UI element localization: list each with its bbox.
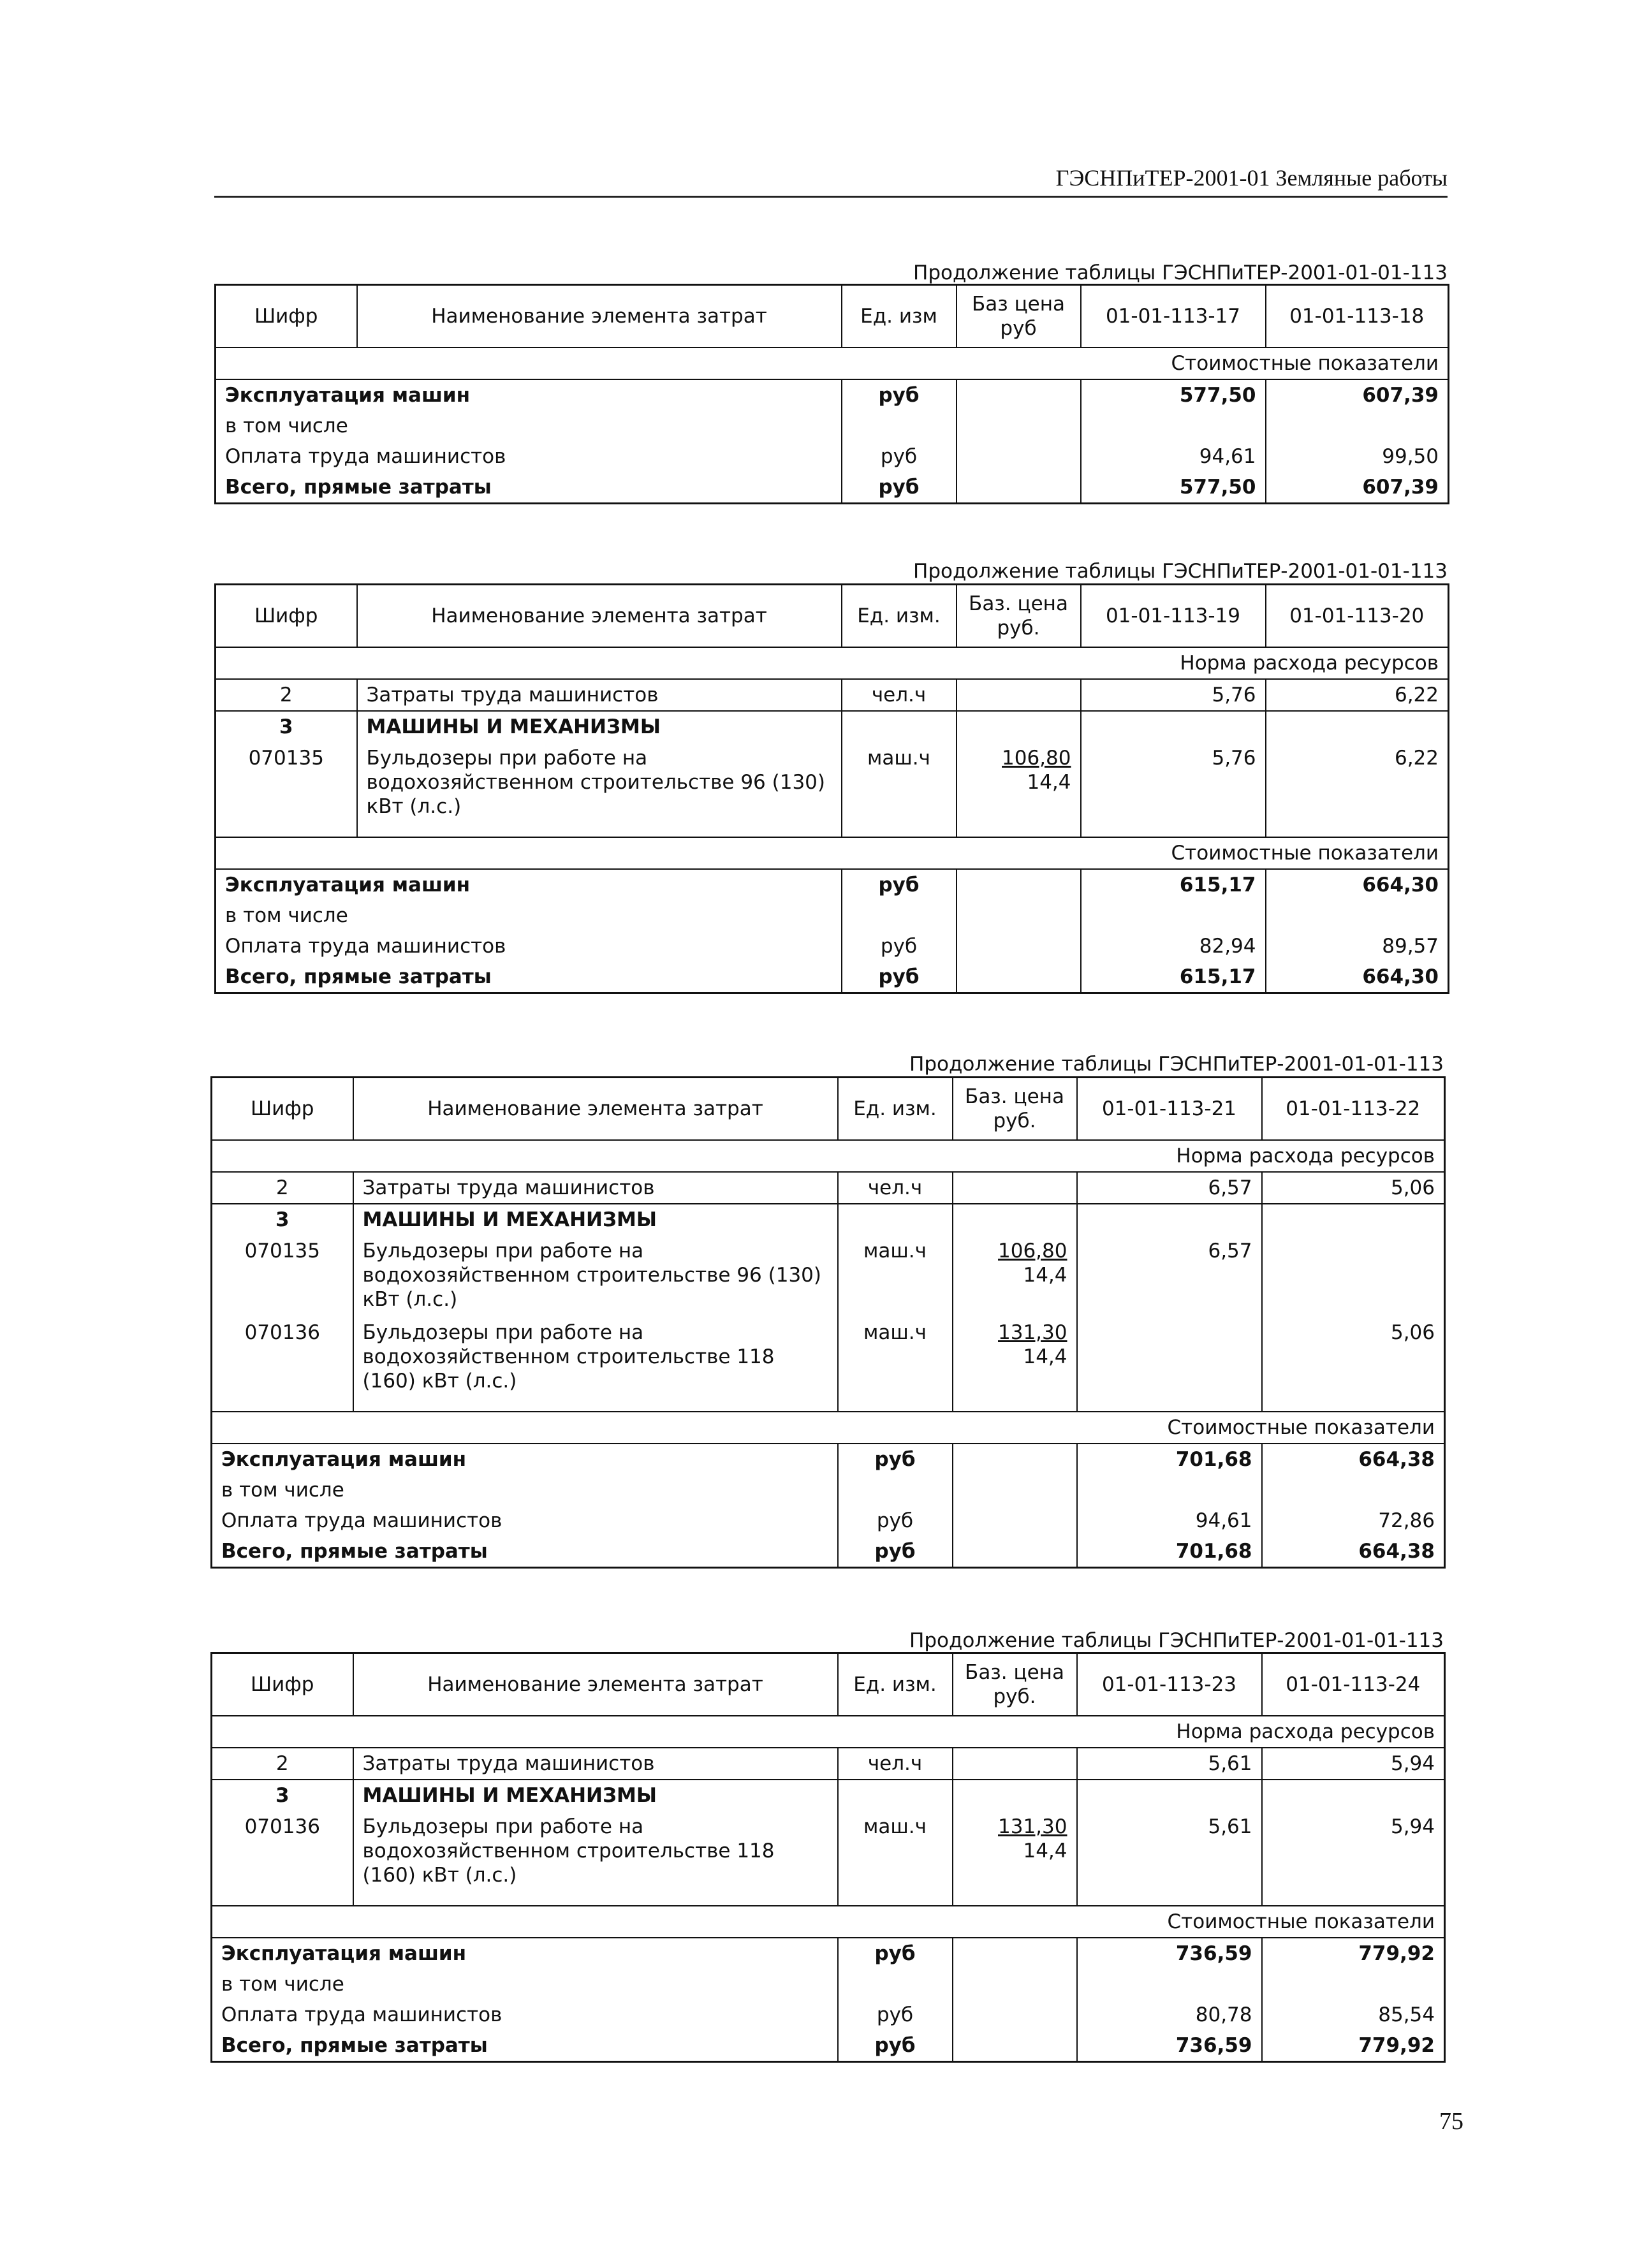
- cost-section-title-row: [216, 837, 1449, 869]
- labor-code: 2: [216, 679, 357, 711]
- cost-row-unit: руб: [842, 869, 957, 900]
- cost-row-unit: [842, 900, 957, 931]
- col-header-code: Шифр: [216, 285, 357, 348]
- table-header-row: [212, 1078, 1445, 1141]
- labor-price: [953, 1172, 1077, 1204]
- cost-row-value-b: 779,92: [1262, 1938, 1445, 1969]
- col-header-unit: Ед. изм.: [842, 585, 957, 648]
- empty-cell: [1081, 711, 1266, 742]
- machine-value-b: 5,94: [1262, 1811, 1445, 1892]
- cost-row-name: Всего, прямые затраты: [216, 472, 842, 504]
- empty-cell: [953, 1204, 1077, 1235]
- cost-row-value-a: 736,59: [1077, 2030, 1262, 2062]
- cost-row: [212, 1505, 1445, 1536]
- machine-row: [212, 1811, 1445, 1892]
- machine-price-box: [1002, 746, 1071, 794]
- cost-row: [212, 1475, 1445, 1505]
- machine-price-bottom: 14,4: [1023, 1345, 1067, 1368]
- machines-section-name: МАШИНЫ И МЕХАНИЗМЫ: [353, 1204, 838, 1235]
- cost-row-value-b: 85,54: [1262, 2000, 1445, 2030]
- machine-value-a: [1077, 1317, 1262, 1398]
- cost-row: [216, 472, 1449, 504]
- cost-row-value-a: 94,61: [1077, 1505, 1262, 1536]
- machine-value-a: 6,57: [1077, 1235, 1262, 1317]
- estimate-table: [210, 1076, 1446, 1569]
- labor-unit: чел.ч: [842, 679, 957, 711]
- cost-row-name: Оплата труда машинистов: [216, 931, 842, 962]
- cost-row-name: Всего, прямые затраты: [212, 2030, 838, 2062]
- labor-value-b: 5,06: [1262, 1172, 1445, 1204]
- empty-cell: [1077, 1892, 1262, 1906]
- machine-value-a: 5,76: [1081, 742, 1266, 824]
- cost-row-price: [957, 900, 1081, 931]
- cost-row: [212, 2030, 1445, 2062]
- machine-price: [957, 742, 1081, 824]
- cost-row-value-b: 664,30: [1266, 962, 1449, 993]
- cost-row-unit: [842, 411, 957, 441]
- empty-cell: [353, 1892, 838, 1906]
- table-caption: Продолжение таблицы ГЭСНПиТЕР-2001-01-01-113: [909, 1629, 1444, 1652]
- cost-row: [216, 379, 1449, 411]
- cost-row-value-a: 701,68: [1077, 1444, 1262, 1475]
- cost-row-unit: руб: [838, 2030, 953, 2062]
- machine-unit: маш.ч: [838, 1235, 953, 1317]
- machine-name: Бульдозеры при работе на водохозяйственном строительстве 118 (160) кВт (л.с.): [353, 1811, 838, 1892]
- machine-price-top: 106,80: [998, 1240, 1067, 1262]
- cost-row-unit: руб: [842, 931, 957, 962]
- cost-row-value-b: 99,50: [1266, 441, 1449, 472]
- col-header-price: Баз. цена руб.: [953, 1653, 1077, 1716]
- cost-section-title: Стоимостные показатели: [216, 837, 1449, 869]
- cost-section-title: Стоимостные показатели: [212, 1906, 1445, 1938]
- cost-row-name: в том числе: [216, 900, 842, 931]
- cost-row-value-a: 577,50: [1081, 379, 1266, 411]
- cost-row-value-b: 607,39: [1266, 472, 1449, 504]
- machines-section-code: 3: [212, 1780, 353, 1811]
- cost-row-value-b: 664,38: [1262, 1536, 1445, 1568]
- cost-row-value-a: [1081, 900, 1266, 931]
- cost-row-name: в том числе: [216, 411, 842, 441]
- cost-row-value-b: 779,92: [1262, 2030, 1445, 2062]
- cost-row-price: [953, 1938, 1077, 1969]
- empty-cell: [1081, 824, 1266, 837]
- cost-row: [216, 411, 1449, 441]
- cost-row-value-a: 577,50: [1081, 472, 1266, 504]
- empty-cell: [1262, 1398, 1445, 1412]
- empty-cell: [1077, 1398, 1262, 1412]
- labor-value-b: 6,22: [1266, 679, 1449, 711]
- norm-section-title-row: [216, 647, 1449, 679]
- col-header-unit: Ед. изм.: [838, 1653, 953, 1716]
- cost-section-title-row: [212, 1412, 1445, 1444]
- cost-row-name: Оплата труда машинистов: [216, 441, 842, 472]
- cost-row-unit: руб: [838, 1938, 953, 1969]
- cost-row-unit: руб: [838, 1536, 953, 1568]
- cost-row: [212, 1444, 1445, 1475]
- spacer-row: [212, 1398, 1445, 1412]
- norm-section-title: Норма расхода ресурсов: [216, 647, 1449, 679]
- machine-price-box: [998, 1321, 1067, 1369]
- cost-row-unit: [838, 1475, 953, 1505]
- cost-row-unit: руб: [842, 379, 957, 411]
- cost-row-unit: руб: [838, 2000, 953, 2030]
- cost-row-price: [957, 441, 1081, 472]
- cost-row-value-a: [1081, 411, 1266, 441]
- cost-row-price: [953, 1475, 1077, 1505]
- labor-code: 2: [212, 1172, 353, 1204]
- empty-cell: [1262, 1204, 1445, 1235]
- cost-row-name: Всего, прямые затраты: [212, 1536, 838, 1568]
- col-header-code-b: 01-01-113-20: [1266, 585, 1449, 648]
- machine-price-box: [998, 1239, 1067, 1287]
- empty-cell: [842, 824, 957, 837]
- col-header-code-a: 01-01-113-21: [1077, 1078, 1262, 1141]
- cost-row: [212, 2000, 1445, 2030]
- norm-section-title: Норма расхода ресурсов: [212, 1716, 1445, 1748]
- cost-row-unit: руб: [842, 472, 957, 504]
- cost-row-value-b: [1262, 1969, 1445, 2000]
- cost-row-value-a: 80,78: [1077, 2000, 1262, 2030]
- spacer-row: [212, 1892, 1445, 1906]
- cost-row: [216, 869, 1449, 900]
- empty-cell: [212, 1398, 353, 1412]
- machine-price-bottom: 14,4: [1027, 771, 1071, 794]
- empty-cell: [1266, 711, 1449, 742]
- cost-row-unit: руб: [842, 441, 957, 472]
- empty-cell: [353, 1398, 838, 1412]
- labor-unit: чел.ч: [838, 1172, 953, 1204]
- labor-value-a: 5,61: [1077, 1748, 1262, 1780]
- col-header-price: Баз. цена руб.: [953, 1078, 1077, 1141]
- cost-row: [216, 441, 1449, 472]
- cost-row-price: [957, 962, 1081, 993]
- empty-cell: [1262, 1892, 1445, 1906]
- table-header-row: [212, 1653, 1445, 1716]
- table-caption: Продолжение таблицы ГЭСНПиТЕР-2001-01-01-113: [909, 1053, 1444, 1076]
- estimate-table: [214, 583, 1449, 994]
- cost-row: [216, 962, 1449, 993]
- empty-cell: [953, 1892, 1077, 1906]
- cost-row-name: Оплата труда машинистов: [212, 1505, 838, 1536]
- labor-price: [957, 679, 1081, 711]
- machines-section-row: [212, 1204, 1445, 1235]
- machines-section-code: 3: [212, 1204, 353, 1235]
- cost-row-value-a: 82,94: [1081, 931, 1266, 962]
- col-header-name: Наименование элемента затрат: [353, 1653, 838, 1716]
- cost-row-name: Эксплуатация машин: [216, 869, 842, 900]
- machine-name: Бульдозеры при работе на водохозяйственном строительстве 96 (130) кВт (л.с.): [353, 1235, 838, 1317]
- machine-code: 070135: [212, 1235, 353, 1317]
- cost-row-price: [953, 2030, 1077, 2062]
- labor-row: [212, 1748, 1445, 1780]
- machines-section-name: МАШИНЫ И МЕХАНИЗМЫ: [357, 711, 842, 742]
- empty-cell: [842, 711, 957, 742]
- machine-code: 070135: [216, 742, 357, 824]
- empty-cell: [357, 824, 842, 837]
- cost-row-price: [957, 411, 1081, 441]
- machine-price-top: 106,80: [1002, 747, 1071, 770]
- cost-row: [216, 900, 1449, 931]
- header-rule: [214, 196, 1448, 198]
- cost-section-title: Стоимостные показатели: [216, 348, 1449, 379]
- labor-value-a: 5,76: [1081, 679, 1266, 711]
- table-header-row: [216, 285, 1449, 348]
- cost-row-price: [957, 931, 1081, 962]
- labor-row: [212, 1172, 1445, 1204]
- cost-row-value-a: [1077, 1969, 1262, 2000]
- cost-row: [212, 1536, 1445, 1568]
- col-header-name: Наименование элемента затрат: [353, 1078, 838, 1141]
- cost-section-title: Стоимостные показатели: [212, 1412, 1445, 1444]
- machines-section-row: [212, 1780, 1445, 1811]
- col-header-code-b: 01-01-113-18: [1266, 285, 1449, 348]
- spacer-row: [216, 824, 1449, 837]
- cost-row-value-b: 89,57: [1266, 931, 1449, 962]
- machines-section-code: 3: [216, 711, 357, 742]
- cost-row-name: Оплата труда машинистов: [212, 2000, 838, 2030]
- header-title: ГЭСНПиТЕР-2001-01 Земляные работы: [1055, 165, 1448, 191]
- machine-row: [212, 1317, 1445, 1398]
- cost-row-name: в том числе: [212, 1969, 838, 2000]
- labor-value-a: 6,57: [1077, 1172, 1262, 1204]
- col-header-code: Шифр: [212, 1078, 353, 1141]
- cost-section-title-row: [216, 348, 1449, 379]
- page-number: 75: [1439, 2108, 1463, 2135]
- cost-row-value-a: 615,17: [1081, 962, 1266, 993]
- machine-value-b: 5,06: [1262, 1317, 1445, 1398]
- empty-cell: [953, 1780, 1077, 1811]
- cost-row-value-b: 664,30: [1266, 869, 1449, 900]
- cost-row-price: [953, 2000, 1077, 2030]
- cost-row: [216, 931, 1449, 962]
- col-header-code-a: 01-01-113-23: [1077, 1653, 1262, 1716]
- machine-unit: маш.ч: [838, 1811, 953, 1892]
- machine-price: [953, 1235, 1077, 1317]
- col-header-code-a: 01-01-113-17: [1081, 285, 1266, 348]
- estimate-table: [214, 284, 1449, 504]
- cost-row-value-b: 664,38: [1262, 1444, 1445, 1475]
- cost-row-price: [957, 869, 1081, 900]
- norm-section-title-row: [212, 1716, 1445, 1748]
- empty-cell: [838, 1204, 953, 1235]
- machine-price: [953, 1317, 1077, 1398]
- empty-cell: [957, 824, 1081, 837]
- labor-name: Затраты труда машинистов: [353, 1748, 838, 1780]
- cost-row-price: [957, 379, 1081, 411]
- col-header-code-b: 01-01-113-22: [1262, 1078, 1445, 1141]
- empty-cell: [957, 711, 1081, 742]
- empty-cell: [838, 1398, 953, 1412]
- page-header: [214, 165, 1448, 198]
- table-caption: Продолжение таблицы ГЭСНПиТЕР-2001-01-01-113: [913, 261, 1448, 284]
- cost-row-price: [957, 472, 1081, 504]
- machines-section-name: МАШИНЫ И МЕХАНИЗМЫ: [353, 1780, 838, 1811]
- cost-row-value-a: 701,68: [1077, 1536, 1262, 1568]
- cost-row-name: Всего, прямые затраты: [216, 962, 842, 993]
- cost-row-name: Эксплуатация машин: [216, 379, 842, 411]
- col-header-code-a: 01-01-113-19: [1081, 585, 1266, 648]
- machine-row: [212, 1235, 1445, 1317]
- cost-row-value-a: [1077, 1475, 1262, 1505]
- cost-row-unit: руб: [838, 1505, 953, 1536]
- machine-name: Бульдозеры при работе на водохозяйственном строительстве 96 (130) кВт (л.с.): [357, 742, 842, 824]
- empty-cell: [216, 824, 357, 837]
- cost-row-name: Эксплуатация машин: [212, 1444, 838, 1475]
- cost-row-value-b: 607,39: [1266, 379, 1449, 411]
- col-header-code-b: 01-01-113-24: [1262, 1653, 1445, 1716]
- col-header-code: Шифр: [216, 585, 357, 648]
- table-header-row: [216, 585, 1449, 648]
- cost-row-unit: руб: [838, 1444, 953, 1475]
- col-header-price: Баз. цена руб.: [957, 585, 1081, 648]
- labor-code: 2: [212, 1748, 353, 1780]
- empty-cell: [1262, 1780, 1445, 1811]
- machine-value-a: 5,61: [1077, 1811, 1262, 1892]
- cost-row-value-b: [1266, 411, 1449, 441]
- machine-price-bottom: 14,4: [1023, 1840, 1067, 1862]
- machine-row: [216, 742, 1449, 824]
- machine-name: Бульдозеры при работе на водохозяйственном строительстве 118 (160) кВт (л.с.): [353, 1317, 838, 1398]
- cost-row-unit: [838, 1969, 953, 2000]
- empty-cell: [953, 1398, 1077, 1412]
- cost-row-name: Эксплуатация машин: [212, 1938, 838, 1969]
- cost-row-value-a: 736,59: [1077, 1938, 1262, 1969]
- cost-row-value-b: 72,86: [1262, 1505, 1445, 1536]
- machines-section-row: [216, 711, 1449, 742]
- cost-row-unit: руб: [842, 962, 957, 993]
- cost-row-price: [953, 1969, 1077, 2000]
- empty-cell: [1077, 1204, 1262, 1235]
- machine-value-b: 6,22: [1266, 742, 1449, 824]
- labor-value-b: 5,94: [1262, 1748, 1445, 1780]
- labor-name: Затраты труда машинистов: [357, 679, 842, 711]
- cost-row-value-a: 94,61: [1081, 441, 1266, 472]
- labor-unit: чел.ч: [838, 1748, 953, 1780]
- cost-row-price: [953, 1536, 1077, 1568]
- cost-row-value-b: [1262, 1475, 1445, 1505]
- cost-row-value-a: 615,17: [1081, 869, 1266, 900]
- machine-value-b: [1262, 1235, 1445, 1317]
- empty-cell: [838, 1892, 953, 1906]
- machine-price: [953, 1811, 1077, 1892]
- machine-unit: маш.ч: [842, 742, 957, 824]
- machine-code: 070136: [212, 1811, 353, 1892]
- norm-section-title-row: [212, 1140, 1445, 1172]
- cost-row-price: [953, 1505, 1077, 1536]
- labor-row: [216, 679, 1449, 711]
- cost-section-title-row: [212, 1906, 1445, 1938]
- cost-row-price: [953, 1444, 1077, 1475]
- col-header-price: Баз цена руб: [957, 285, 1081, 348]
- labor-name: Затраты труда машинистов: [353, 1172, 838, 1204]
- cost-row: [212, 1938, 1445, 1969]
- table-caption: Продолжение таблицы ГЭСНПиТЕР-2001-01-01-113: [913, 560, 1448, 583]
- cost-row-value-b: [1266, 900, 1449, 931]
- machine-price-top: 131,30: [998, 1321, 1067, 1344]
- norm-section-title: Норма расхода ресурсов: [212, 1140, 1445, 1172]
- col-header-name: Наименование элемента затрат: [357, 585, 842, 648]
- col-header-unit: Ед. изм: [842, 285, 957, 348]
- empty-cell: [1266, 824, 1449, 837]
- col-header-unit: Ед. изм.: [838, 1078, 953, 1141]
- col-header-code: Шифр: [212, 1653, 353, 1716]
- machine-code: 070136: [212, 1317, 353, 1398]
- machine-price-top: 131,30: [998, 1815, 1067, 1838]
- machine-price-box: [998, 1815, 1067, 1863]
- empty-cell: [1077, 1780, 1262, 1811]
- cost-row-name: в том числе: [212, 1475, 838, 1505]
- labor-price: [953, 1748, 1077, 1780]
- machine-price-bottom: 14,4: [1023, 1264, 1067, 1287]
- empty-cell: [838, 1780, 953, 1811]
- estimate-table: [210, 1652, 1446, 2063]
- machine-unit: маш.ч: [838, 1317, 953, 1398]
- cost-row: [212, 1969, 1445, 2000]
- empty-cell: [212, 1892, 353, 1906]
- col-header-name: Наименование элемента затрат: [357, 285, 842, 348]
